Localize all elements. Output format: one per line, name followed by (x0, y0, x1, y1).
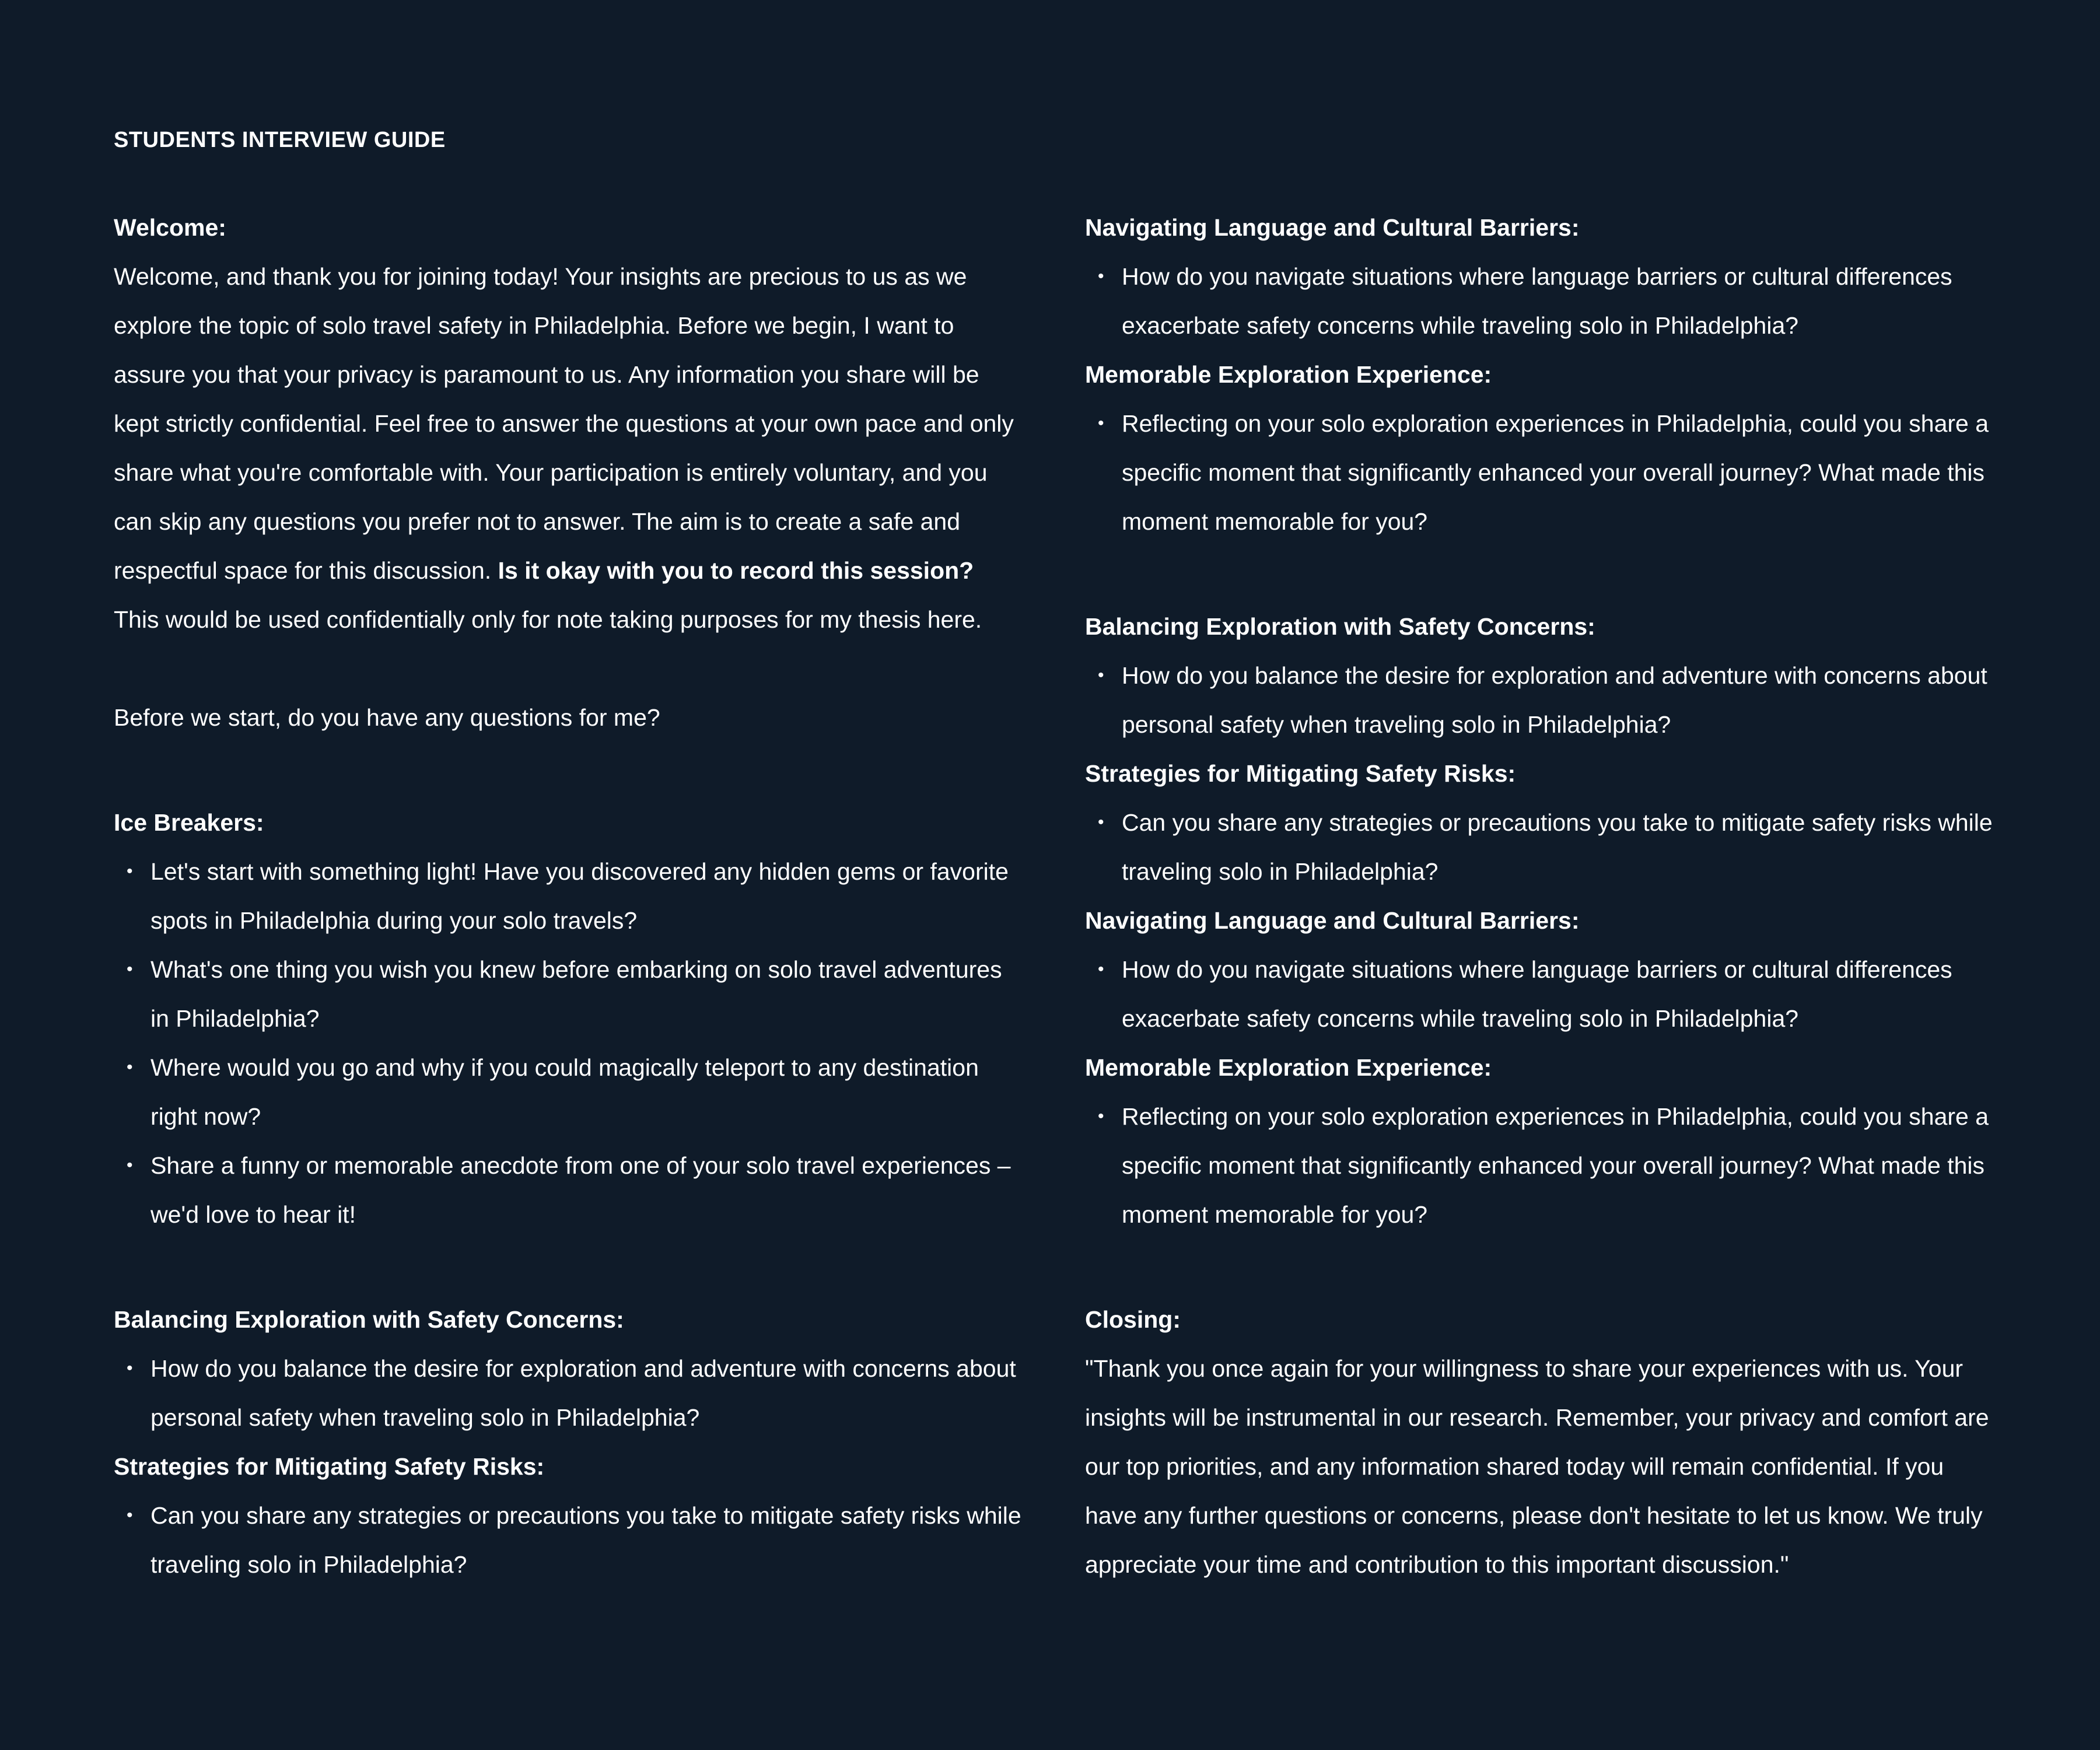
welcome-consent-question: Is it okay with you to record this session? (498, 557, 974, 584)
spacer (1085, 546, 1995, 602)
list-item-text: How do you navigate situations where language barriers or cultural differences exacerbate safety concerns while traveling solo in Philadelphia? (1122, 956, 1952, 1032)
list-item-text: Let's start with something light! Have you discovered any hidden gems or favorite spots in Philadelphia during your solo travels? (150, 858, 1009, 934)
list-item-text: Where would you go and why if you could magically teleport to any destination right now? (150, 1054, 979, 1130)
bullet-icon: • (127, 1058, 133, 1077)
before-start-question: Before we start, do you have any questions for me? (114, 704, 660, 731)
spacer (1085, 1239, 1995, 1295)
list-item (114, 847, 1024, 945)
bullet-icon: • (1098, 666, 1104, 685)
list-item (114, 945, 1024, 1043)
bullet-icon: • (127, 1359, 133, 1378)
strategies-list (1085, 798, 1995, 896)
list-item-text: What's one thing you wish you knew before embarking on solo travel adventures in Philadelphia? (150, 956, 1002, 1032)
memorable-experience-heading: Memorable Exploration Experience: (1085, 361, 1492, 388)
ice-breakers-list (114, 847, 1024, 1239)
list-item-text: Can you share any strategies or precautions you take to mitigate safety risks while traveling solo in Philadelphia? (1122, 809, 1993, 885)
ice-breakers-heading: Ice Breakers: (114, 809, 264, 836)
memorable-experience-list (1085, 399, 1995, 546)
list-item (114, 1043, 1024, 1141)
list-item (1085, 798, 1995, 896)
bullet-icon: • (1098, 813, 1104, 832)
balancing-list (1085, 651, 1995, 749)
list-item-text: Reflecting on your solo exploration experiences in Philadelphia, could you share a specific moment that significantly enhanced your overall journey? What made this moment memorable for you? (1122, 1103, 1989, 1228)
balancing-heading: Balancing Exploration with Safety Concerns: (114, 1306, 624, 1333)
list-item-text: Reflecting on your solo exploration experiences in Philadelphia, could you share a specific moment that significantly enhanced your overall journey? What made this moment memorable for you? (1122, 410, 1989, 535)
welcome-text-part1: Welcome, and thank you for joining today! Your insights are precious to us as we explore the topic of solo travel safety in Philadelphia. Before we begin, I want to assure you that your privacy is paramount to us. Any information you share will be kept strictly confidential. Feel free to answer the questions at your own pace and only share what you're comfortable with. Your participation is entirely voluntary, and you can skip any questions you prefer not to answer. The aim is to create a safe and respectful space for this discussion. (114, 263, 1014, 584)
closing-paragraph: "Thank you once again for your willingness to share your experiences with us. Your insights will be instrumental in our research. Remember, your privacy and comfort are our top priorities, and any information shared today will remain confidential. If you have any further questions or concerns, please don't hesitate to let us know. We truly appreciate your time and contribution to this important discussion." (1085, 1355, 1989, 1578)
list-item (1085, 945, 1995, 1043)
language-barriers-list (1085, 945, 1995, 1043)
language-barriers-heading: Navigating Language and Cultural Barriers: (1085, 214, 1580, 241)
list-item-text: How do you navigate situations where language barriers or cultural differences exacerbate safety concerns while traveling solo in Philadelphia? (1122, 263, 1952, 339)
spacer (114, 742, 1024, 798)
bullet-icon: • (1098, 1107, 1104, 1126)
welcome-text-part2: This would be used confidentially only for note taking purposes for my thesis here. (114, 606, 982, 633)
closing-heading: Closing: (1085, 1306, 1181, 1333)
list-item-text: How do you balance the desire for exploration and adventure with concerns about personal safety when traveling solo in Philadelphia? (150, 1355, 1016, 1431)
right-column (1085, 203, 1995, 1589)
welcome-heading: Welcome: (114, 214, 226, 241)
bullet-icon: • (127, 1156, 133, 1175)
balancing-list (114, 1344, 1024, 1442)
list-item-text: Share a funny or memorable anecdote from one of your solo travel experiences – we'd love to hear it! (150, 1152, 1011, 1228)
list-item (114, 1344, 1024, 1442)
strategies-heading: Strategies for Mitigating Safety Risks: (1085, 760, 1516, 787)
bullet-icon: • (1098, 960, 1104, 979)
bullet-icon: • (127, 862, 133, 881)
bullet-icon: • (1098, 267, 1104, 286)
list-item (1085, 651, 1995, 749)
left-column (114, 203, 1024, 1589)
memorable-experience-heading: Memorable Exploration Experience: (1085, 1054, 1492, 1081)
memorable-experience-list (1085, 1092, 1995, 1239)
list-item (114, 1141, 1024, 1239)
spacer (114, 1239, 1024, 1295)
strategies-heading: Strategies for Mitigating Safety Risks: (114, 1453, 545, 1480)
bullet-icon: • (127, 1506, 133, 1525)
document-title: STUDENTS INTERVIEW GUIDE (114, 128, 446, 152)
list-item (114, 1491, 1024, 1589)
welcome-paragraph (114, 252, 1024, 644)
spacer (114, 644, 1024, 693)
strategies-list (114, 1491, 1024, 1589)
bullet-icon: • (127, 960, 133, 979)
list-item (1085, 252, 1995, 350)
list-item-text: Can you share any strategies or precautions you take to mitigate safety risks while traveling solo in Philadelphia? (150, 1502, 1021, 1578)
list-item (1085, 399, 1995, 546)
balancing-heading: Balancing Exploration with Safety Concerns: (1085, 613, 1595, 640)
language-barriers-list (1085, 252, 1995, 350)
list-item (1085, 1092, 1995, 1239)
list-item-text: How do you balance the desire for exploration and adventure with concerns about personal safety when traveling solo in Philadelphia? (1122, 662, 1987, 738)
bullet-icon: • (1098, 414, 1104, 433)
language-barriers-heading: Navigating Language and Cultural Barriers: (1085, 907, 1580, 934)
